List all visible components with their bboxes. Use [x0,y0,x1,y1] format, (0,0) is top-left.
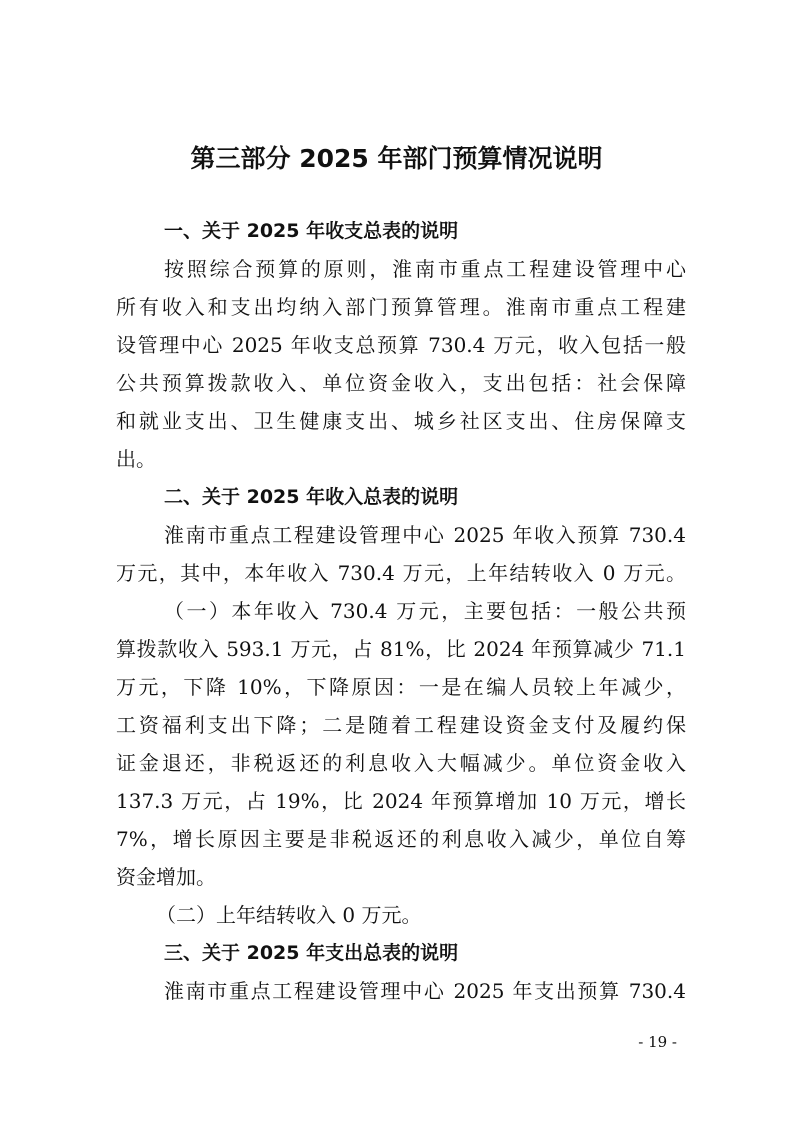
paragraph-line-3: 设管理中心 2025 年收支总预算 730.4 万元，收入包括一般 [116,333,686,357]
document-body [116,212,686,1010]
paragraph-line-11: 万元，下降 10%，下降原因：一是在编人员较上年减少， [116,675,686,699]
section-heading-3: 三、关于 2025 年支出总表的说明 [164,942,459,964]
section-heading-1: 一、关于 2025 年收支总表的说明 [164,220,459,242]
paragraph-line-5: 和就业支出、卫生健康支出、城乡社区支出、住房保障支 [116,409,686,433]
paragraph-line-2: 所有收入和支出均纳入部门预算管理。淮南市重点工程建 [116,295,686,319]
paragraph-line-9: （一）本年收入 730.4 万元，主要包括：一般公共预 [164,599,686,623]
paragraph-line-17: （二）上年结转收入 0 万元。 [156,903,422,927]
paragraph-line-1: 按照综合预算的原则，淮南市重点工程建设管理中心 [164,257,686,281]
section-heading-2: 二、关于 2025 年收入总表的说明 [164,486,459,508]
paragraph-line-7: 淮南市重点工程建设管理中心 2025 年收入预算 730.4 [164,523,686,547]
paragraph-line-18: 淮南市重点工程建设管理中心 2025 年支出预算 730.4 [164,979,686,1003]
paragraph-line-10: 算拨款收入 593.1 万元，占 81%，比 2024 年预算减少 71.1 [116,637,686,661]
paragraph-line-4: 公共预算拨款收入、单位资金收入，支出包括：社会保障 [116,371,686,395]
paragraph-line-6: 出。 [116,447,156,471]
paragraph-line-16: 资金增加。 [116,865,216,889]
paragraph-line-14: 137.3 万元，占 19%，比 2024 年预算增加 10 万元，增长 [116,789,686,813]
paragraph-line-13: 证金退还，非税返还的利息收入大幅减少。单位资金收入 [116,751,686,775]
page-number: - 19 - [638,1033,677,1051]
paragraph-line-12: 工资福利支出下降；二是随着工程建设资金支付及履约保 [116,713,686,737]
paragraph-line-8: 万元，其中，本年收入 730.4 万元，上年结转收入 0 万元。 [116,561,686,585]
document-title: 第三部分 2025 年部门预算情况说明 [190,144,603,173]
paragraph-line-15: 7%，增长原因主要是非税返还的利息收入减少，单位自筹 [116,827,686,851]
